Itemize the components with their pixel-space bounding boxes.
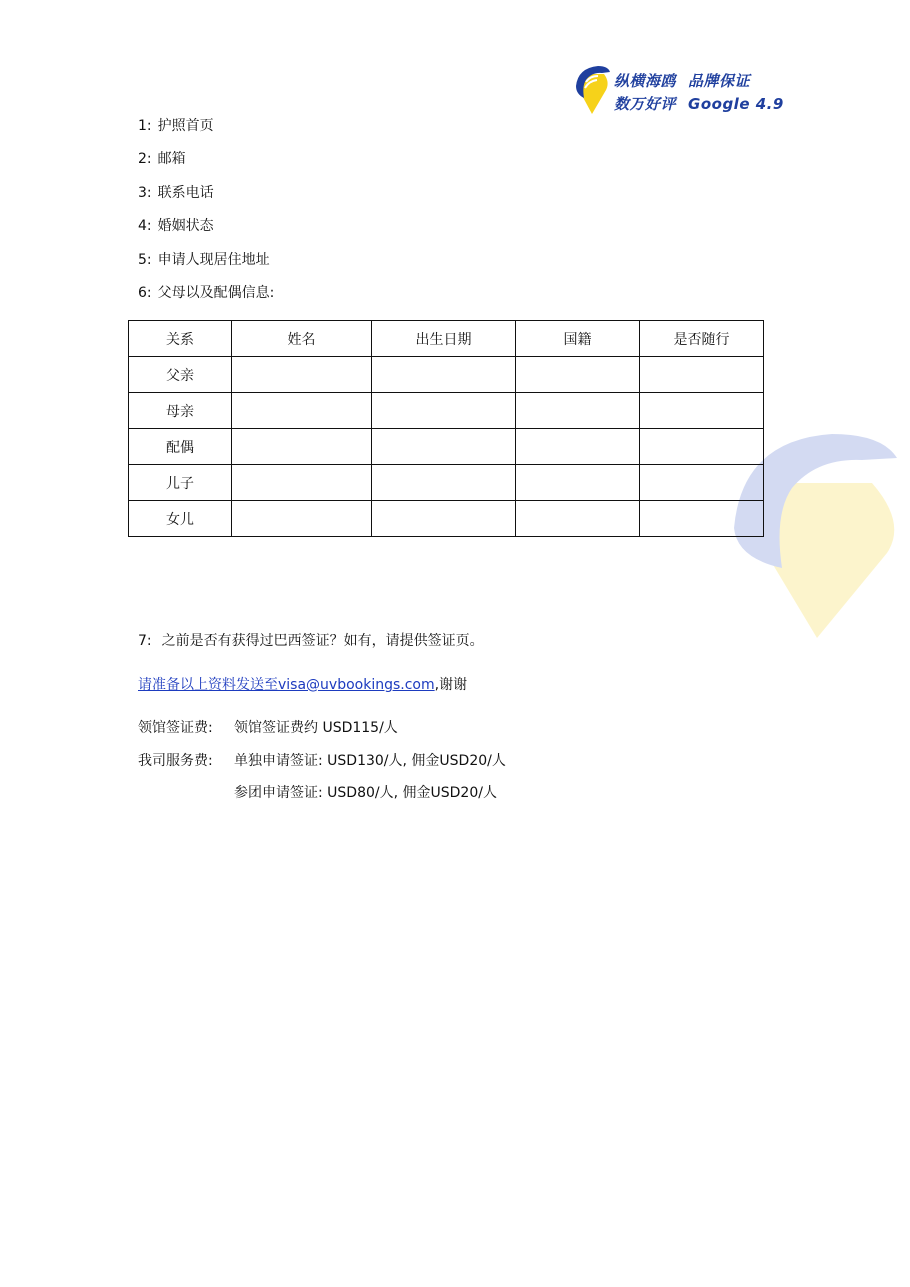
- table-header-row: [129, 321, 764, 357]
- header-relation: 关系: [129, 321, 232, 357]
- item-text: 护照首页: [157, 118, 214, 134]
- email-address: visa@uvbookings.com: [278, 677, 435, 693]
- question-previous-visa: [138, 630, 484, 650]
- email-link[interactable]: [138, 677, 435, 693]
- brand-logo: [572, 62, 782, 118]
- item-number: 3:: [138, 184, 152, 201]
- birthdate-cell[interactable]: [372, 357, 516, 393]
- item-number: 2:: [138, 151, 152, 168]
- name-cell[interactable]: [232, 501, 372, 537]
- fee-label: 领馆签证费:: [138, 720, 213, 736]
- fee-value: 领馆签证费约 USD115/人: [234, 720, 398, 736]
- table-row: [129, 357, 764, 393]
- accompany-cell[interactable]: [640, 393, 764, 429]
- item-number: 5:: [138, 251, 152, 268]
- family-info-table: [128, 320, 764, 537]
- nationality-cell[interactable]: [516, 357, 640, 393]
- seagull-pin-icon: [572, 64, 612, 116]
- birthdate-cell[interactable]: [372, 501, 516, 537]
- relation-cell: 配偶: [129, 429, 232, 465]
- table-row: [129, 429, 764, 465]
- name-cell[interactable]: [232, 465, 372, 501]
- list-item: [138, 250, 274, 283]
- fee-value: 单独申请签证: USD130/人, 佣金USD20/人: [234, 753, 506, 769]
- list-item: [138, 149, 274, 182]
- relation-cell: 母亲: [129, 393, 232, 429]
- item-text: 邮箱: [157, 151, 186, 168]
- item-text: 申请人现居住地址: [157, 251, 270, 268]
- header-nationality: 国籍: [516, 321, 640, 357]
- name-cell[interactable]: [232, 393, 372, 429]
- email-suffix: ,谢谢: [434, 677, 468, 693]
- table-row: [129, 465, 764, 501]
- logo-brand: 纵横海鸥: [614, 72, 677, 90]
- question-text: 之前是否有获得过巴西签证？如有，请提供签证页。: [161, 633, 484, 649]
- nationality-cell[interactable]: [516, 393, 640, 429]
- header-accompany: 是否随行: [640, 321, 764, 357]
- logo-slogan: 品牌保证: [688, 72, 751, 90]
- list-item: [138, 216, 274, 249]
- item-number: 6:: [138, 284, 152, 301]
- fee-value: 参团申请签证: USD80/人, 佣金USD20/人: [234, 785, 497, 801]
- table-row: [129, 501, 764, 537]
- relation-cell: 女儿: [129, 501, 232, 537]
- item-text: 婚姻状态: [157, 218, 214, 235]
- birthdate-cell[interactable]: [372, 429, 516, 465]
- consular-fee-line: [138, 717, 398, 737]
- name-cell[interactable]: [232, 429, 372, 465]
- email-prefix: 请准备以上资料发送至: [138, 677, 278, 693]
- table-row: [129, 393, 764, 429]
- email-instruction: [138, 674, 467, 694]
- service-fee-group-line: [138, 782, 497, 802]
- fee-label: 我司服务费:: [138, 753, 213, 769]
- item-number: 4:: [138, 218, 152, 235]
- relation-cell: 父亲: [129, 357, 232, 393]
- list-item: [138, 183, 274, 216]
- item-text: 联系电话: [157, 184, 214, 201]
- logo-reviews: 数万好评: [614, 95, 677, 113]
- requirements-list: [138, 116, 274, 316]
- accompany-cell[interactable]: [640, 357, 764, 393]
- service-fee-line: [138, 750, 506, 770]
- accompany-cell[interactable]: [640, 501, 764, 537]
- name-cell[interactable]: [232, 357, 372, 393]
- list-item: [138, 283, 274, 316]
- relation-cell: 儿子: [129, 465, 232, 501]
- list-item: [138, 116, 274, 149]
- accompany-cell[interactable]: [640, 465, 764, 501]
- birthdate-cell[interactable]: [372, 465, 516, 501]
- item-number: 7:: [138, 633, 152, 649]
- accompany-cell[interactable]: [640, 429, 764, 465]
- item-number: 1:: [138, 118, 152, 134]
- header-name: 姓名: [232, 321, 372, 357]
- nationality-cell[interactable]: [516, 501, 640, 537]
- nationality-cell[interactable]: [516, 465, 640, 501]
- birthdate-cell[interactable]: [372, 393, 516, 429]
- logo-rating: Google 4.9: [688, 95, 784, 113]
- logo-line-top: [614, 70, 762, 91]
- nationality-cell[interactable]: [516, 429, 640, 465]
- header-birthdate: 出生日期: [372, 321, 516, 357]
- logo-line-bottom: [614, 93, 796, 114]
- item-text: 父母以及配偶信息:: [157, 284, 275, 301]
